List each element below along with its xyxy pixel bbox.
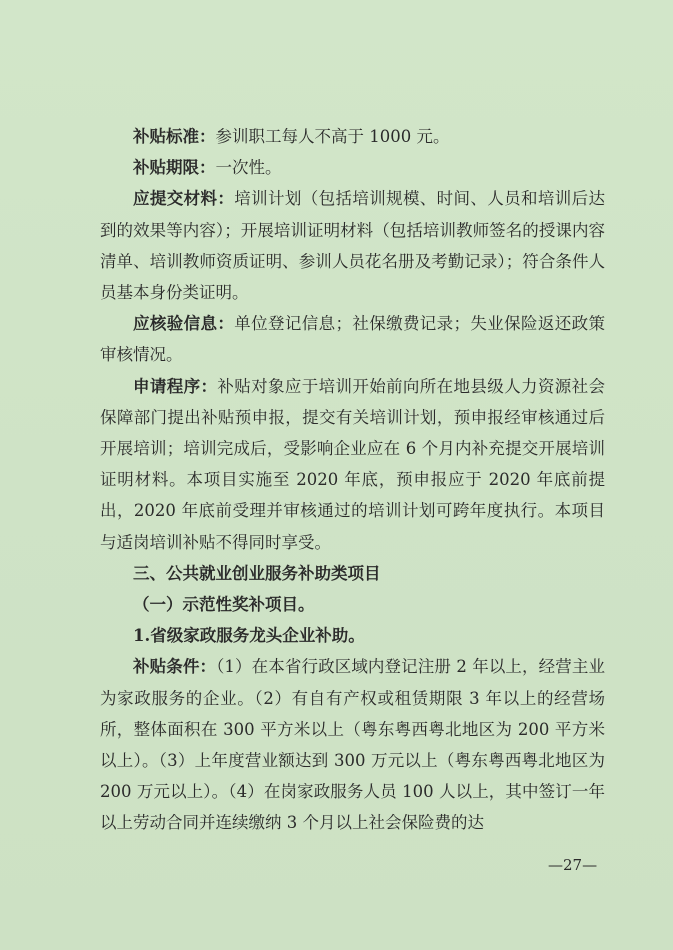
text-application-procedure: 补贴对象应于培训开始前向所在地县级人力资源社会保障部门提出补贴预申报，提交有关培训计划，预申报经审核通过后开展培训；培训完成后，受影响企业应在 6 个月内补充提交开展培训证明材料。本项目实施至 2020 年底，预申报应于 2020 年底前提出，2020 年底前受理并审核通过的培训计划可跨年度执行。本项目与适岗培训补贴不得同时享受。 <box>100 376 606 552</box>
paragraph-application-procedure <box>100 371 605 558</box>
item-heading: 1.省级家政服务龙头企业补助。 <box>133 626 365 646</box>
label-required-materials: 应提交材料： <box>133 189 235 209</box>
section-heading: 三、公共就业创业服务补助类项目 <box>133 563 381 583</box>
label-application-procedure: 申请程序： <box>133 376 218 396</box>
page-body <box>100 121 605 839</box>
text-verification-info: 单位登记信息；社保缴费记录；失业保险返还政策审核情况。 <box>100 314 606 365</box>
label-subsidy-conditions: 补贴条件： <box>133 657 217 677</box>
paragraph-required-materials <box>100 183 605 308</box>
label-verification-info: 应核验信息： <box>133 314 235 334</box>
label-subsidy-standard: 补贴标准： <box>133 127 216 146</box>
page-number: —27— <box>548 856 598 874</box>
subsection-heading: （一）示范性奖补项目。 <box>133 595 315 615</box>
text-subsidy-period: 一次性。 <box>215 158 282 178</box>
text-required-materials: 培训计划（包括培训规模、时间、人员和培训后达到的效果等内容）；开展培训证明材料（包括培训教师签名的授课内容清单、培训教师资质证明、参训人员花名册及考勤记录）；符合条件人员基本身份类证明。 <box>100 189 606 303</box>
paragraph-subsidy-period <box>100 152 605 183</box>
paragraph-subsidy-standard <box>100 121 605 152</box>
paragraph-subsidy-conditions <box>100 651 605 838</box>
paragraph-verification-info <box>100 308 605 370</box>
label-subsidy-period: 补贴期限： <box>133 158 216 178</box>
text-subsidy-conditions: （1）在本省行政区域内登记注册 2 年以上，经营主业为家政服务的企业。（2）有自有产权或租赁期限 3 年以上的经营场所，整体面积在 300 平方米以上（粤东粤西粤北地区为 200 平方米以上）。（3）上年度营业额达到 300 万元以上（粤东粤西粤北地区为 200 万元以上）。（4）在岗家政服务人员 100 人以上，其中签订一年以上劳动合同并连续缴纳 3 个月以上社会保险费的达 <box>100 657 605 833</box>
text-subsidy-standard: 参训职工每人不高于 1000 元。 <box>215 127 450 146</box>
